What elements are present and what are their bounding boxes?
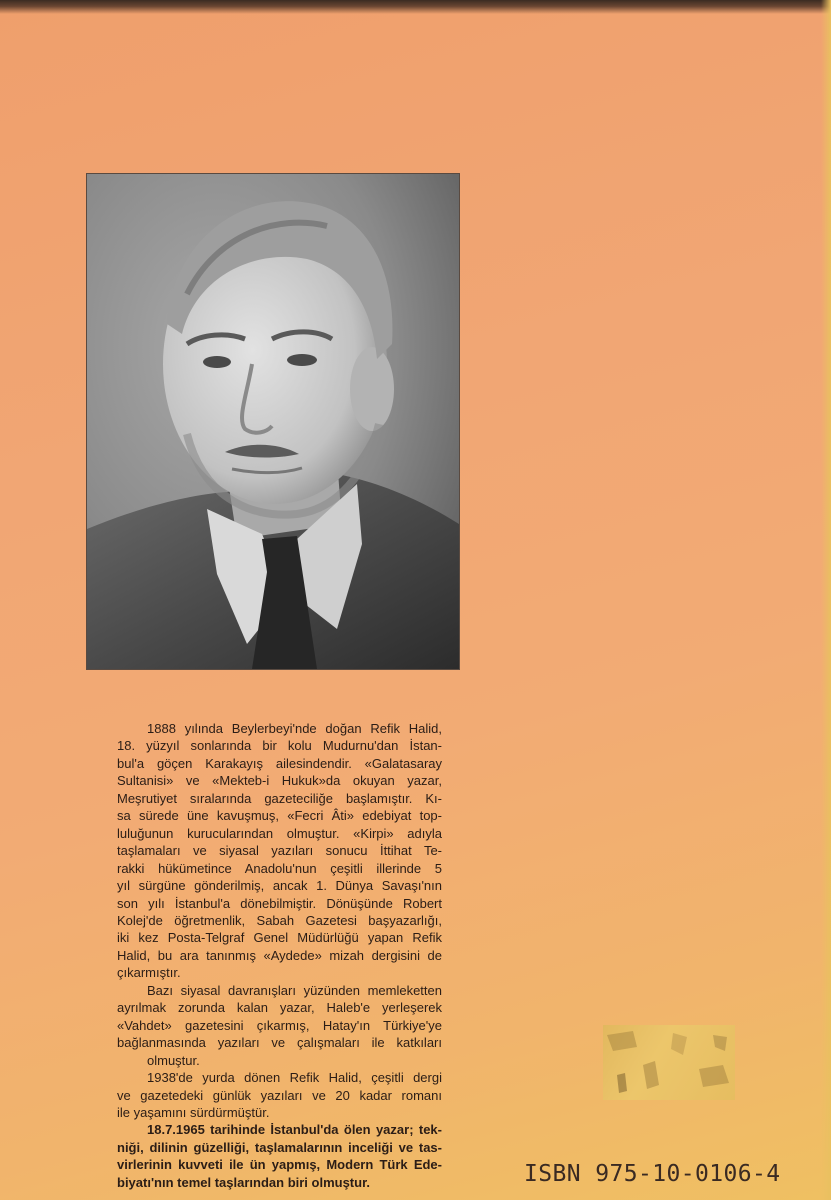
author-biography xyxy=(117,720,442,1191)
bio-line: bul'a göçen Karakayış ailesindendir. «Galatasaray xyxy=(117,755,442,771)
bio-line: 1888 yılında Beylerbeyi'nde doğan Refik Halid, xyxy=(147,721,442,736)
bio-line: olmuştur. xyxy=(147,1052,200,1068)
bio-paragraph-4 xyxy=(117,1121,442,1191)
bio-line: niği, dilinin güzelliği, taşlamalarının inceliği ve tas- xyxy=(117,1139,442,1155)
bio-line: taşlamaları ve siyasal yazıları sonucu İttihat Te- xyxy=(117,843,442,859)
bio-line: luluğunun kurucularından olmuştur. «Kirpi» adıyla xyxy=(117,825,442,841)
bio-line: 1938'de yurda dönen Refik Halid, çeşitli dergi xyxy=(147,1070,442,1086)
author-portrait-photo xyxy=(87,174,459,669)
bio-line: Bazı siyasal davranışları yüzünden memleketten xyxy=(147,982,442,998)
bio-line: çıkarmıştır. xyxy=(117,965,181,981)
bio-line: Halid, bu ara tanınmış «Aydede» mizah dergisini de xyxy=(117,947,442,963)
isbn-number: ISBN 975-10-0106-4 xyxy=(524,1161,781,1187)
scan-right-edge xyxy=(821,0,831,1200)
bio-line: ile yaşamını sürdürmüştür. xyxy=(117,1104,270,1120)
bio-line: 18. yüzyıl sonlarında bir kolu Mudurnu'dan İstan- xyxy=(117,738,442,754)
bio-line: yıl sürgüne gönderilmiş, ancak 1. Dünya Savaşı'nın xyxy=(117,878,442,894)
bio-paragraph-1 xyxy=(117,720,442,982)
bio-line: Sultanisi» ve «Mekteb-i Hukuk»da okuyan yazar, xyxy=(117,773,442,789)
author-portrait xyxy=(87,174,459,669)
bio-line: Kolej'de öğretmenlik, Sabah Gazetesi başyazarlığı, xyxy=(117,912,442,928)
price-sticker-residue xyxy=(603,1025,735,1100)
bio-line: bağlanmasında yazıları ve çalışmaları ile katkıları xyxy=(117,1035,442,1051)
sticker-texture xyxy=(603,1025,735,1100)
bio-line: rakki hükümetince Anadolu'nun çeşitli illerinde 5 xyxy=(117,860,442,876)
bio-line: ve gazetedeki günlük yazıları ve 20 kadar romanı xyxy=(117,1087,442,1103)
bio-line: iki kez Posta-Telgraf Genel Müdürlüğü yapan Refik xyxy=(117,930,442,946)
bio-line: ayrılmak zorunda kalan yazar, Haleb'e yerleşerek xyxy=(117,1000,442,1016)
bio-line: biyatı'nın temel taşlarından biri olmuştur. xyxy=(117,1174,371,1190)
bio-line: sa sürede üne kavuşmuş, «Fecri Âti» edebiyat top- xyxy=(117,808,442,824)
scan-top-edge xyxy=(0,0,831,14)
bio-line: Meşrutiyet sıralarında gazeteciliğe başlamıştır. Kı- xyxy=(117,790,442,806)
bio-paragraph-2 xyxy=(117,982,442,1069)
bio-line: virlerinin kuvveti ile ün yapmış, Modern Türk Ede- xyxy=(117,1157,442,1173)
bio-line: son yılı İstanbul'a dönebilmiştir. Dönüşünde Robert xyxy=(117,895,442,911)
bio-paragraph-3 xyxy=(117,1069,442,1121)
bio-line: «Vahdet» gazetesini çıkarmış, Hatay'ın Türkiye'ye xyxy=(117,1017,442,1033)
bio-line: 18.7.1965 tarihinde İstanbul'da ölen yazar; tek- xyxy=(147,1122,442,1138)
